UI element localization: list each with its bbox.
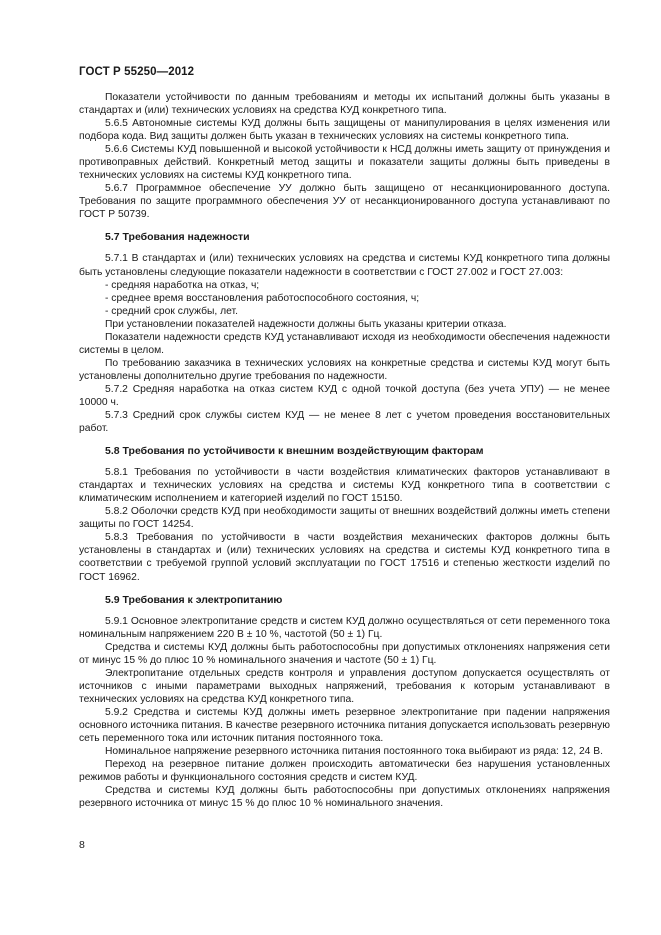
paragraph: Переход на резервное питание должен происходить автоматически без нарушения установленных режимов работы и функционального состояния средств и систем КУД. [79,759,610,784]
paragraph: 5.8.2 Оболочки средств КУД при необходимости защиты от внешних воздействий должны иметь степени защиты по ГОСТ 14254. [79,506,610,531]
paragraph: 5.6.5 Автономные системы КУД должны быть защищены от манипулирования в целях изменения или подбора кода. Вид защиты должен быть указан в технических условиях на системы конкретного типа. [79,118,610,143]
paragraph: 5.9.1 Основное электропитание средств и систем КУД должно осуществляться от сети переменного тока номинальным напряжением 220 В ± 10 %, частотой (50 ± 1) Гц. [79,615,610,640]
paragraph: 5.6.7 Программное обеспечение УУ должно быть защищено от несанкционированного доступа. Требования по защите программного обеспечения УУ от несанкционированного доступа устанавливают по ГОСТ Р 50739. [79,183,610,221]
section-heading-5-9: 5.9 Требования к электропитанию [105,593,283,606]
list-item: - средняя наработка на отказ, ч; [105,279,260,291]
paragraph: Номинальное напряжение резервного источника питания постоянного тока выбирают из ряда: 12, 24 В. [105,746,603,758]
paragraph: 5.9.2 Средства и системы КУД должны иметь резервное электропитание при падении напряжения основного источника питания. В качестве резервного источника питания допускается использовать резервную сеть переменного тока или источник питания постоянного тока. [79,706,610,744]
paragraph: Средства и системы КУД должны быть работоспособны при допустимых отклонениях напряжения резервного источника от минус 15 % до плюс 10 % номинального значения. [79,785,610,810]
paragraph: При установлении показателей надежности должны быть указаны критерии отказа. [105,318,507,330]
paragraph: По требованию заказчика в технических условиях на конкретные средства и системы КУД могут быть установлены дополнительно другие требования по надежности. [79,357,610,382]
paragraph: 5.8.3 Требования по устойчивости в части воздействия механических факторов должны быть установлены в стандартах и (или) технических условиях на средства и системы КУД конкретного типа в соответствии с требуемой группой условий эксплуатации по ГОСТ 17516 и степенью жесткости изделий по ГОСТ 16962. [79,532,610,583]
paragraph: 5.7.3 Средний срок службы систем КУД — не менее 8 лет с учетом проведения восстановительных работ. [79,410,610,435]
paragraph: Показатели надежности средств КУД устанавливают исходя из необходимости обеспечения надежности системы в целом. [79,331,610,356]
paragraph: 5.7.1 В стандартах и (или) технических условиях на средства и системы КУД конкретного типа должны быть установлены следующие показатели надежности в соответствии с ГОСТ 27.002 и ГОСТ 27.003: [79,253,610,278]
paragraph: Средства и системы КУД должны быть работоспособны при допустимых отклонениях напряжения сети от минус 15 % до плюс 10 % номинального значения и частоте (50 ± 1) Гц. [79,641,610,666]
page-number: 8 [79,839,85,851]
document-body [79,91,610,810]
paragraph: 5.7.2 Средняя наработка на отказ систем КУД с одной точкой доступа (без учета УПУ) — не менее 10000 ч. [79,383,610,408]
list-item: - среднее время восстановления работоспособного состояния, ч; [105,292,420,304]
section-heading-5-7: 5.7 Требования надежности [105,231,250,244]
list-item: - средний срок службы, лет. [105,305,238,317]
document-header: ГОСТ Р 55250—2012 [79,66,195,78]
section-heading-5-8: 5.8 Требования по устойчивости к внешним воздействующим факторам [105,445,484,458]
paragraph: Электропитание отдельных средств контроля и управления доступом допускается осуществлять от источников с иными параметрами выходных напряжений, требования к которым устанавливают в технических условиях на средства КУД конкретного типа. [79,667,610,705]
paragraph: 5.8.1 Требования по устойчивости в части воздействия климатических факторов устанавливают в стандартах и технических условиях на средства и системы КУД конкретного типа в соответствии с климатическим исполнением и категорией изделий по ГОСТ 15150. [79,467,610,505]
paragraph: 5.6.6 Системы КУД повышенной и высокой устойчивости к НСД должны иметь защиту от принуждения и противоправных действий. Конкретный метод защиты и показатели защиты должны быть приведены в технических условиях на системы КУД конкретного типа. [79,144,610,182]
paragraph: Показатели устойчивости по данным требованиям и методы их испытаний должны быть указаны в стандартах и (или) технических условиях на средства КУД конкретного типа. [79,92,610,117]
